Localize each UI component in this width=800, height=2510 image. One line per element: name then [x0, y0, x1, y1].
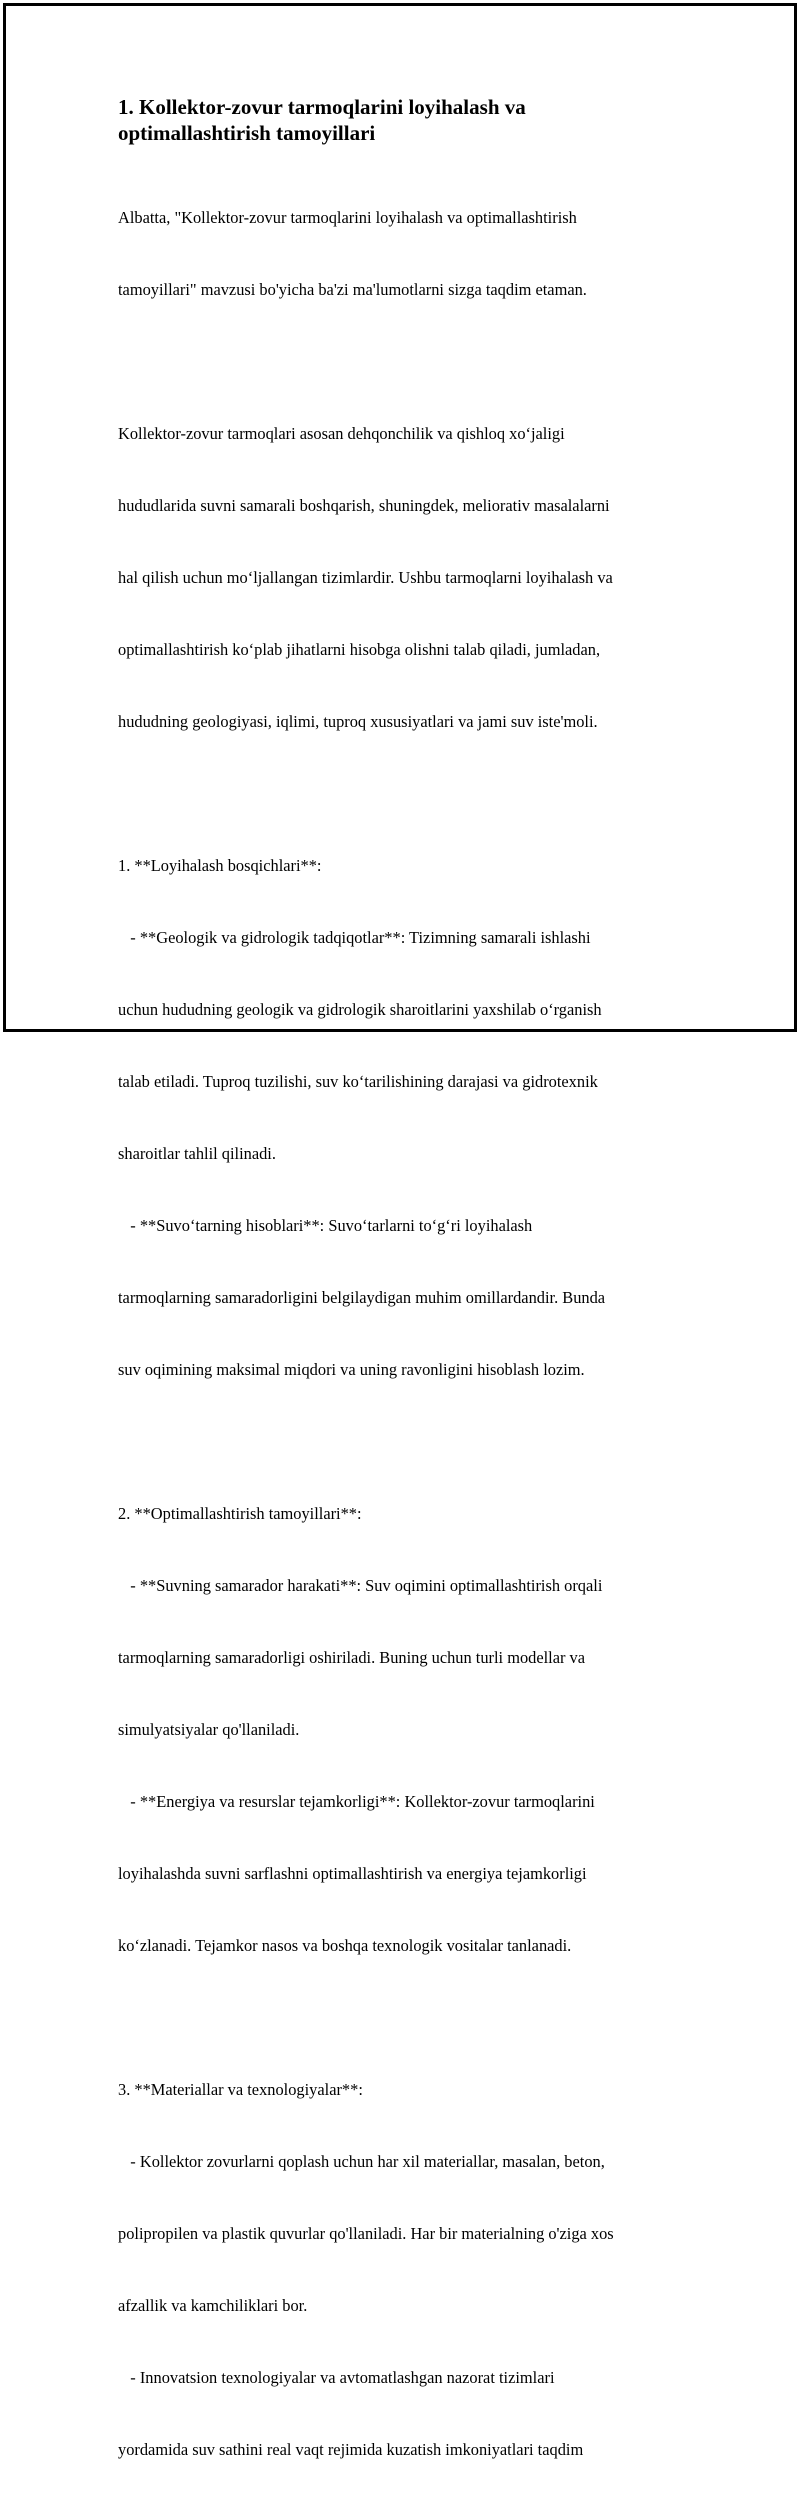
section-materials-technologies: [118, 2030, 678, 2510]
text-line: simulyatsiyalar qo'llaniladi.: [118, 1720, 300, 1739]
text-line: suv oqimining maksimal miqdori va uning ravonligini hisoblash lozim.: [118, 1360, 585, 1379]
text-line: hududlarida suvni samarali boshqarish, shuningdek, meliorativ masalalarni: [118, 496, 610, 515]
title-line: optimallashtirish tamoyillari: [118, 121, 376, 145]
title-line: 1. Kollektor-zovur tarmoqlarini loyihalash va: [118, 95, 526, 119]
text-line: - **Geologik va gidrologik tadqiqotlar**: Tizimning samarali ishlashi: [118, 928, 591, 947]
text-line: optimallashtirish ko‘plab jihatlarni hisobga olishni talab qiladi, jumladan,: [118, 640, 601, 659]
text-line: yordamida suv sathini real vaqt rejimida kuzatish imkoniyatlari taqdim: [118, 2440, 584, 2459]
overview-paragraph: [118, 374, 678, 782]
section-design-stages: [118, 806, 678, 1430]
text-line: uchun hududning geologik va gidrologik sharoitlarini yaxshilab o‘rganish: [118, 1000, 602, 1019]
section-heading: 1. **Loyihalash bosqichlari**:: [118, 856, 322, 875]
text-line: - Innovatsion texnologiyalar va avtomatlashgan nazorat tizimlari: [118, 2368, 555, 2387]
text-line: - Kollektor zovurlarni qoplash uchun har xil materiallar, masalan, beton,: [118, 2152, 605, 2171]
text-line: Kollektor-zovur tarmoqlari asosan dehqonchilik va qishloq xo‘jaligi: [118, 424, 565, 443]
section-optimization-principles: [118, 1454, 678, 2006]
intro-paragraph: [118, 158, 678, 350]
text-line: ko‘zlanadi. Tejamkor nasos va boshqa texnologik vositalar tanlanadi.: [118, 1936, 572, 1955]
text-line: hududning geologiyasi, iqlimi, tuproq xususiyatlari va jami suv iste'moli.: [118, 712, 598, 731]
section-heading: 3. **Materiallar va texnologiyalar**:: [118, 2080, 363, 2099]
text-line: afzallik va kamchiliklari bor.: [118, 2296, 308, 2315]
text-line: sharoitlar tahlil qilinadi.: [118, 1144, 276, 1163]
text-line: Albatta, "Kollektor-zovur tarmoqlarini loyihalash va optimallashtirish: [118, 208, 577, 227]
text-line: talab etiladi. Tuproq tuzilishi, suv ko‘tarilishining darajasi va gidrotexnik: [118, 1072, 598, 1091]
text-line: - **Energiya va resurslar tejamkorligi**: Kollektor-zovur tarmoqlarini: [118, 1792, 595, 1811]
document-title: [118, 94, 678, 146]
text-line: polipropilen va plastik quvurlar qo'llaniladi. Har bir materialning o'ziga xos: [118, 2224, 614, 2243]
text-line: tarmoqlarning samaradorligi oshiriladi. Buning uchun turli modellar va: [118, 1648, 586, 1667]
text-line: loyihalashda suvni sarflashni optimallashtirish va energiya tejamkorligi: [118, 1864, 587, 1883]
text-line: tamoyillari" mavzusi bo'yicha ba'zi ma'lumotlarni sizga taqdim etaman.: [118, 280, 587, 299]
text-line: tarmoqlarning samaradorligini belgilaydigan muhim omillardandir. Bunda: [118, 1288, 606, 1307]
text-line: hal qilish uchun mo‘ljallangan tizimlardir. Ushbu tarmoqlarni loyihalash va: [118, 568, 613, 587]
section-heading: 2. **Optimallashtirish tamoyillari**:: [118, 1504, 362, 1523]
document-body: [118, 94, 678, 2510]
text-line: - **Suvo‘tarning hisoblari**: Suvo‘tarlarni to‘g‘ri loyihalash: [118, 1216, 533, 1235]
text-line: - **Suvning samarador harakati**: Suv oqimini optimallashtirish orqali: [118, 1576, 603, 1595]
